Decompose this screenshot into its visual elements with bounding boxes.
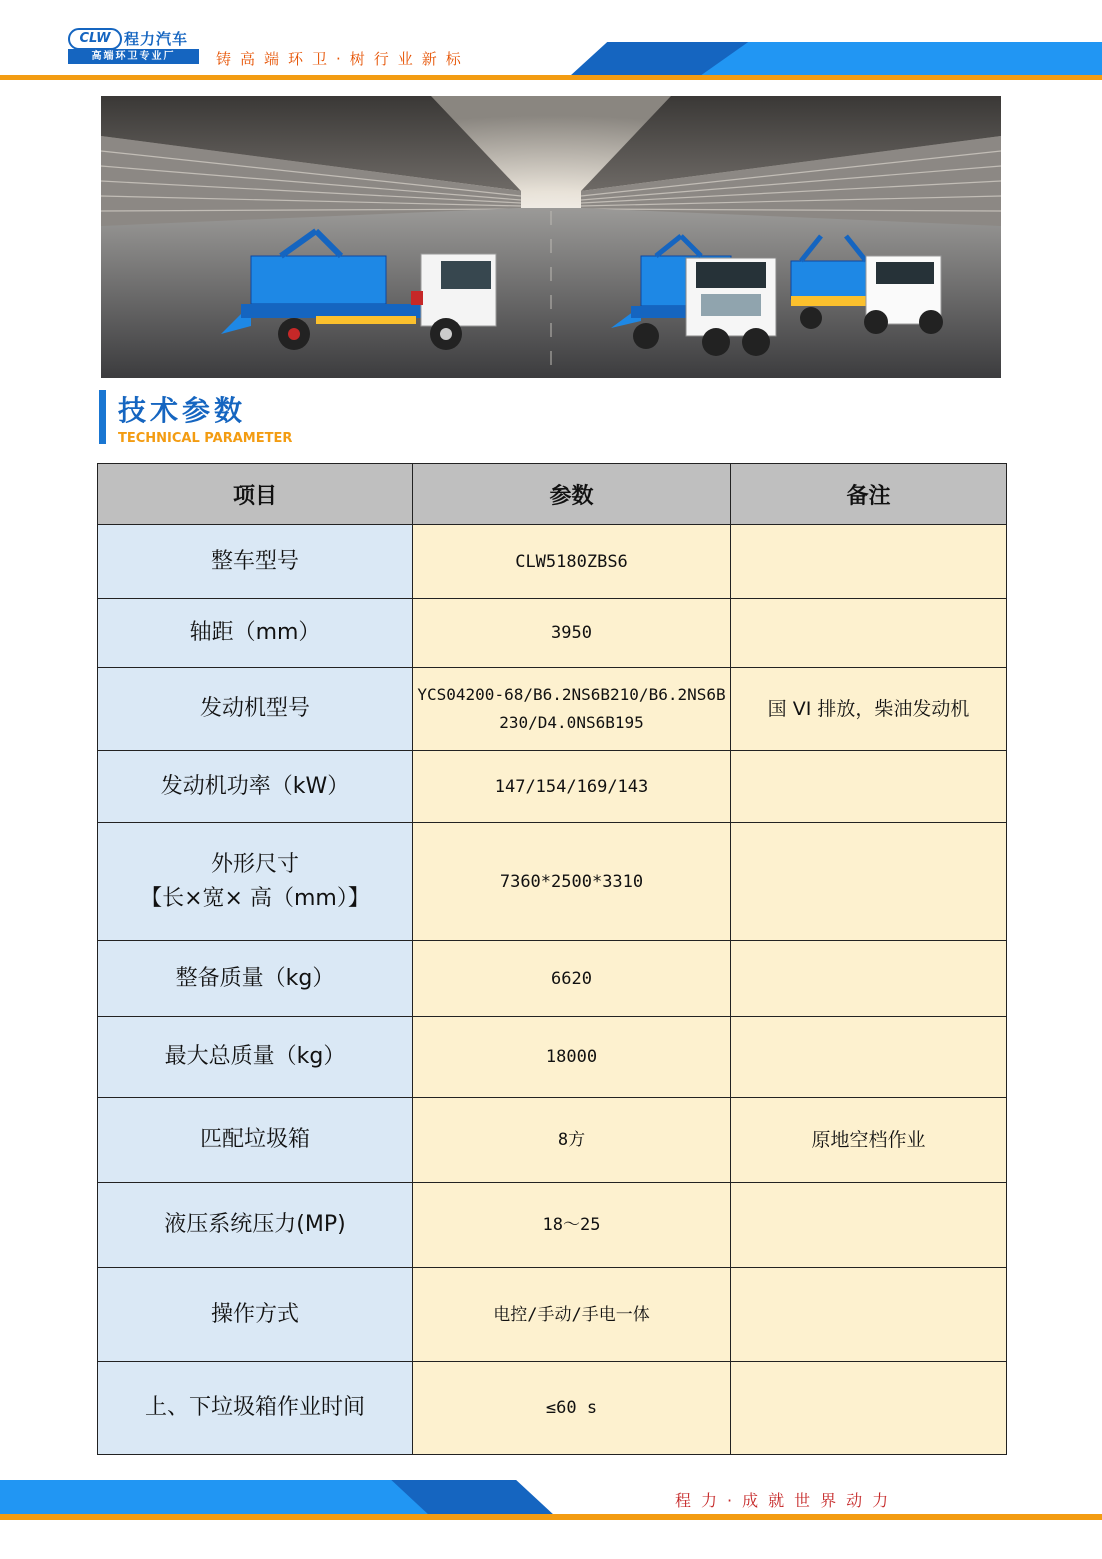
row-item: 整车型号 [98,525,413,599]
table-row [98,668,1007,751]
row-note [731,751,1007,823]
footer-slogan: 程力·成就世界动力 [675,1491,899,1510]
row-value: YCS04200-68/B6.2NS6B210/B6.2NS6B230/D4.0NS6B195 [413,668,731,751]
page-header [0,0,1102,90]
header-orange-rule [0,75,1102,80]
row-value: ≤60 s [413,1362,731,1455]
row-item: 操作方式 [98,1268,413,1362]
row-item: 上、下垃圾箱作业时间 [98,1362,413,1455]
row-value: 8方 [413,1098,731,1183]
row-item-line1: 外形尺寸 [210,851,299,877]
stadium-trucks-illustration [101,96,1001,378]
table-header-row [98,464,1007,525]
table-row [98,941,1007,1017]
row-item: 液压系统压力(MP) [98,1183,413,1268]
section-accent-bar [99,390,106,444]
row-item: 整备质量（kg） [98,941,413,1017]
row-note [731,599,1007,668]
row-value: 147/154/169/143 [413,751,731,823]
logo-mark: CLW [68,28,122,50]
column-header-note: 备注 [731,464,1007,525]
row-value: 电控/手动/手电一体 [413,1268,731,1362]
footer-orange-rule [0,1514,1102,1520]
row-note [731,1017,1007,1098]
column-header-value: 参数 [413,464,731,525]
section-subtitle: TECHNICAL PARAMETER [118,431,293,446]
row-item: 发动机功率（kW） [98,751,413,823]
row-item: 轴距（mm） [98,599,413,668]
table-row [98,525,1007,599]
hero-image [101,96,1001,378]
table-row [98,1183,1007,1268]
table-row [98,1098,1007,1183]
row-item: 匹配垃圾箱 [98,1098,413,1183]
row-note [731,525,1007,599]
row-value: 3950 [413,599,731,668]
header-light-blue-band [700,42,1102,76]
column-header-item: 项目 [98,464,413,525]
row-item-line2: 【长×宽× 高（mm）】 [140,885,370,911]
row-value: 18～25 [413,1183,731,1268]
row-item: 最大总质量（kg） [98,1017,413,1098]
row-note [731,823,1007,941]
section-title: 技术参数 [118,394,247,427]
table-row [98,1362,1007,1455]
row-note: 国 VI 排放，柴油发动机 [731,668,1007,751]
table-row [98,599,1007,668]
row-item [98,823,413,941]
row-note [731,1183,1007,1268]
logo-tagline: 高端环卫专业厂 [68,49,199,64]
row-value: CLW5180ZBS6 [413,525,731,599]
header-slogan: 铸高端环卫·树行业新标 [216,50,470,68]
row-value: 7360*2500*3310 [413,823,731,941]
row-note [731,941,1007,1017]
parameter-table [97,463,1007,1455]
row-item: 发动机型号 [98,668,413,751]
table-row [98,823,1007,941]
logo-name: 程力汽车 [124,30,189,48]
footer-light-blue-band [0,1480,430,1516]
company-logo [66,26,201,64]
table-row [98,1017,1007,1098]
table-row [98,1268,1007,1362]
row-value: 18000 [413,1017,731,1098]
row-note [731,1268,1007,1362]
row-note [731,1362,1007,1455]
row-value: 6620 [413,941,731,1017]
table-row [98,751,1007,823]
row-note: 原地空档作业 [731,1098,1007,1183]
